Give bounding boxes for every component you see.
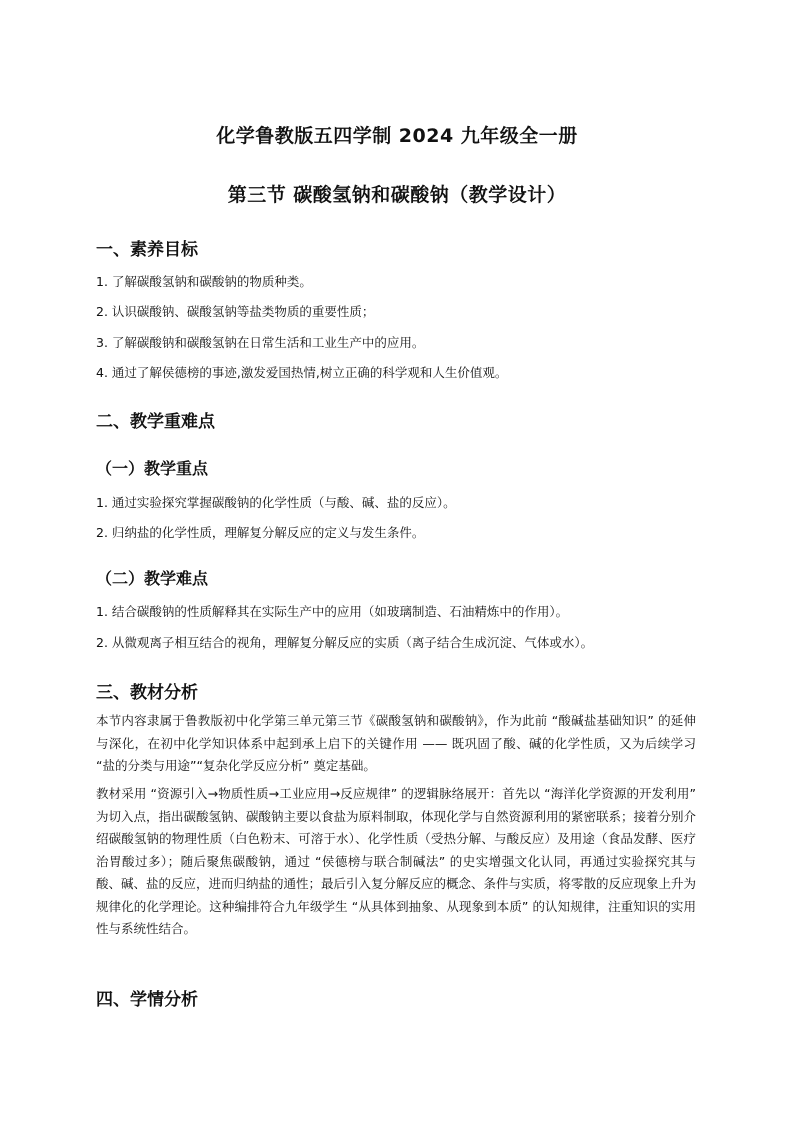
focus-item: 2. 归纳盐的化学性质，理解复分解反应的定义与发生条件。 xyxy=(96,525,425,540)
section-heading-objectives: 一、素养目标 xyxy=(96,240,198,260)
textbook-analysis-paragraph: 本节内容隶属于鲁教版初中化学第三单元第三节《碳酸氢钠和碳酸钠》，作为此前 “酸碱盐基础知识” 的延伸与深化，在初中化学知识体系中起到承上启下的关键作用 —— 既巩固了酸、碱的化学性质，又为后续学习 “盐的分类与用途”“复杂化学反应分析” 奠定基础。 xyxy=(96,713,696,773)
objective-item: 3. 了解碳酸钠和碳酸氢钠在日常生活和工业生产中的应用。 xyxy=(96,335,425,350)
difficulty-item: 2. 从微观离子相互结合的视角，理解复分解反应的实质（离子结合生成沉淀、气体或水）。 xyxy=(96,635,594,650)
difficulty-item: 1. 结合碳酸钠的性质解释其在实际生产中的应用（如玻璃制造、石油精炼中的作用）。 xyxy=(96,604,569,619)
focus-item: 1. 通过实验探究掌握碳酸钠的化学性质（与酸、碱、盐的反应）。 xyxy=(96,495,456,510)
objective-item: 1. 了解碳酸氢钠和碳酸钠的物质种类。 xyxy=(96,274,312,289)
section-heading-key-points: 二、教学重难点 xyxy=(96,412,215,432)
textbook-analysis-paragraph: 教材采用 “资源引入→物质性质→工业应用→反应规律” 的逻辑脉络展开：首先以 “海洋化学资源的开发利用” 为切入点，指出碳酸氢钠、碳酸钠主要以食盐为原料制取，体现化学与自然资源利用的紧密联系；接着分别介绍碳酸氢钠的物理性质（白色粉末、可溶于水）、化学性质（受热分解、与酸反应）及用途（食品发酵、医疗治胃酸过多）；随后聚焦碳酸钠，通过 “侯德榜与联合制碱法” 的史实增强文化认同，再通过实验探究其与酸、碱、盐的反应，进而归纳盐的通性；最后引入复分解反应的概念、条件与实质，将零散的反应现象上升为规律化的化学理论。这种编排符合九年级学生 “从具体到抽象、从现象到本质” 的认知规律，注重知识的实用性与系统性结合。 xyxy=(96,786,697,936)
document-title: 化学鲁教版五四学制 2024 九年级全一册 xyxy=(216,125,578,147)
document-subtitle: 第三节 碳酸氢钠和碳酸钠（教学设计） xyxy=(227,184,567,206)
section-heading-student-analysis: 四、学情分析 xyxy=(96,990,198,1010)
subsection-heading-difficulty: （二）教学难点 xyxy=(96,569,209,588)
objective-item: 4. 通过了解侯德榜的事迹,激发爱国热情,树立正确的科学观和人生价值观。 xyxy=(96,365,508,380)
objective-item: 2. 认识碳酸钠、碳酸氢钠等盐类物质的重要性质； xyxy=(96,304,375,319)
section-heading-textbook-analysis: 三、教材分析 xyxy=(96,683,198,703)
subsection-heading-focus: （一）教学重点 xyxy=(96,459,209,478)
